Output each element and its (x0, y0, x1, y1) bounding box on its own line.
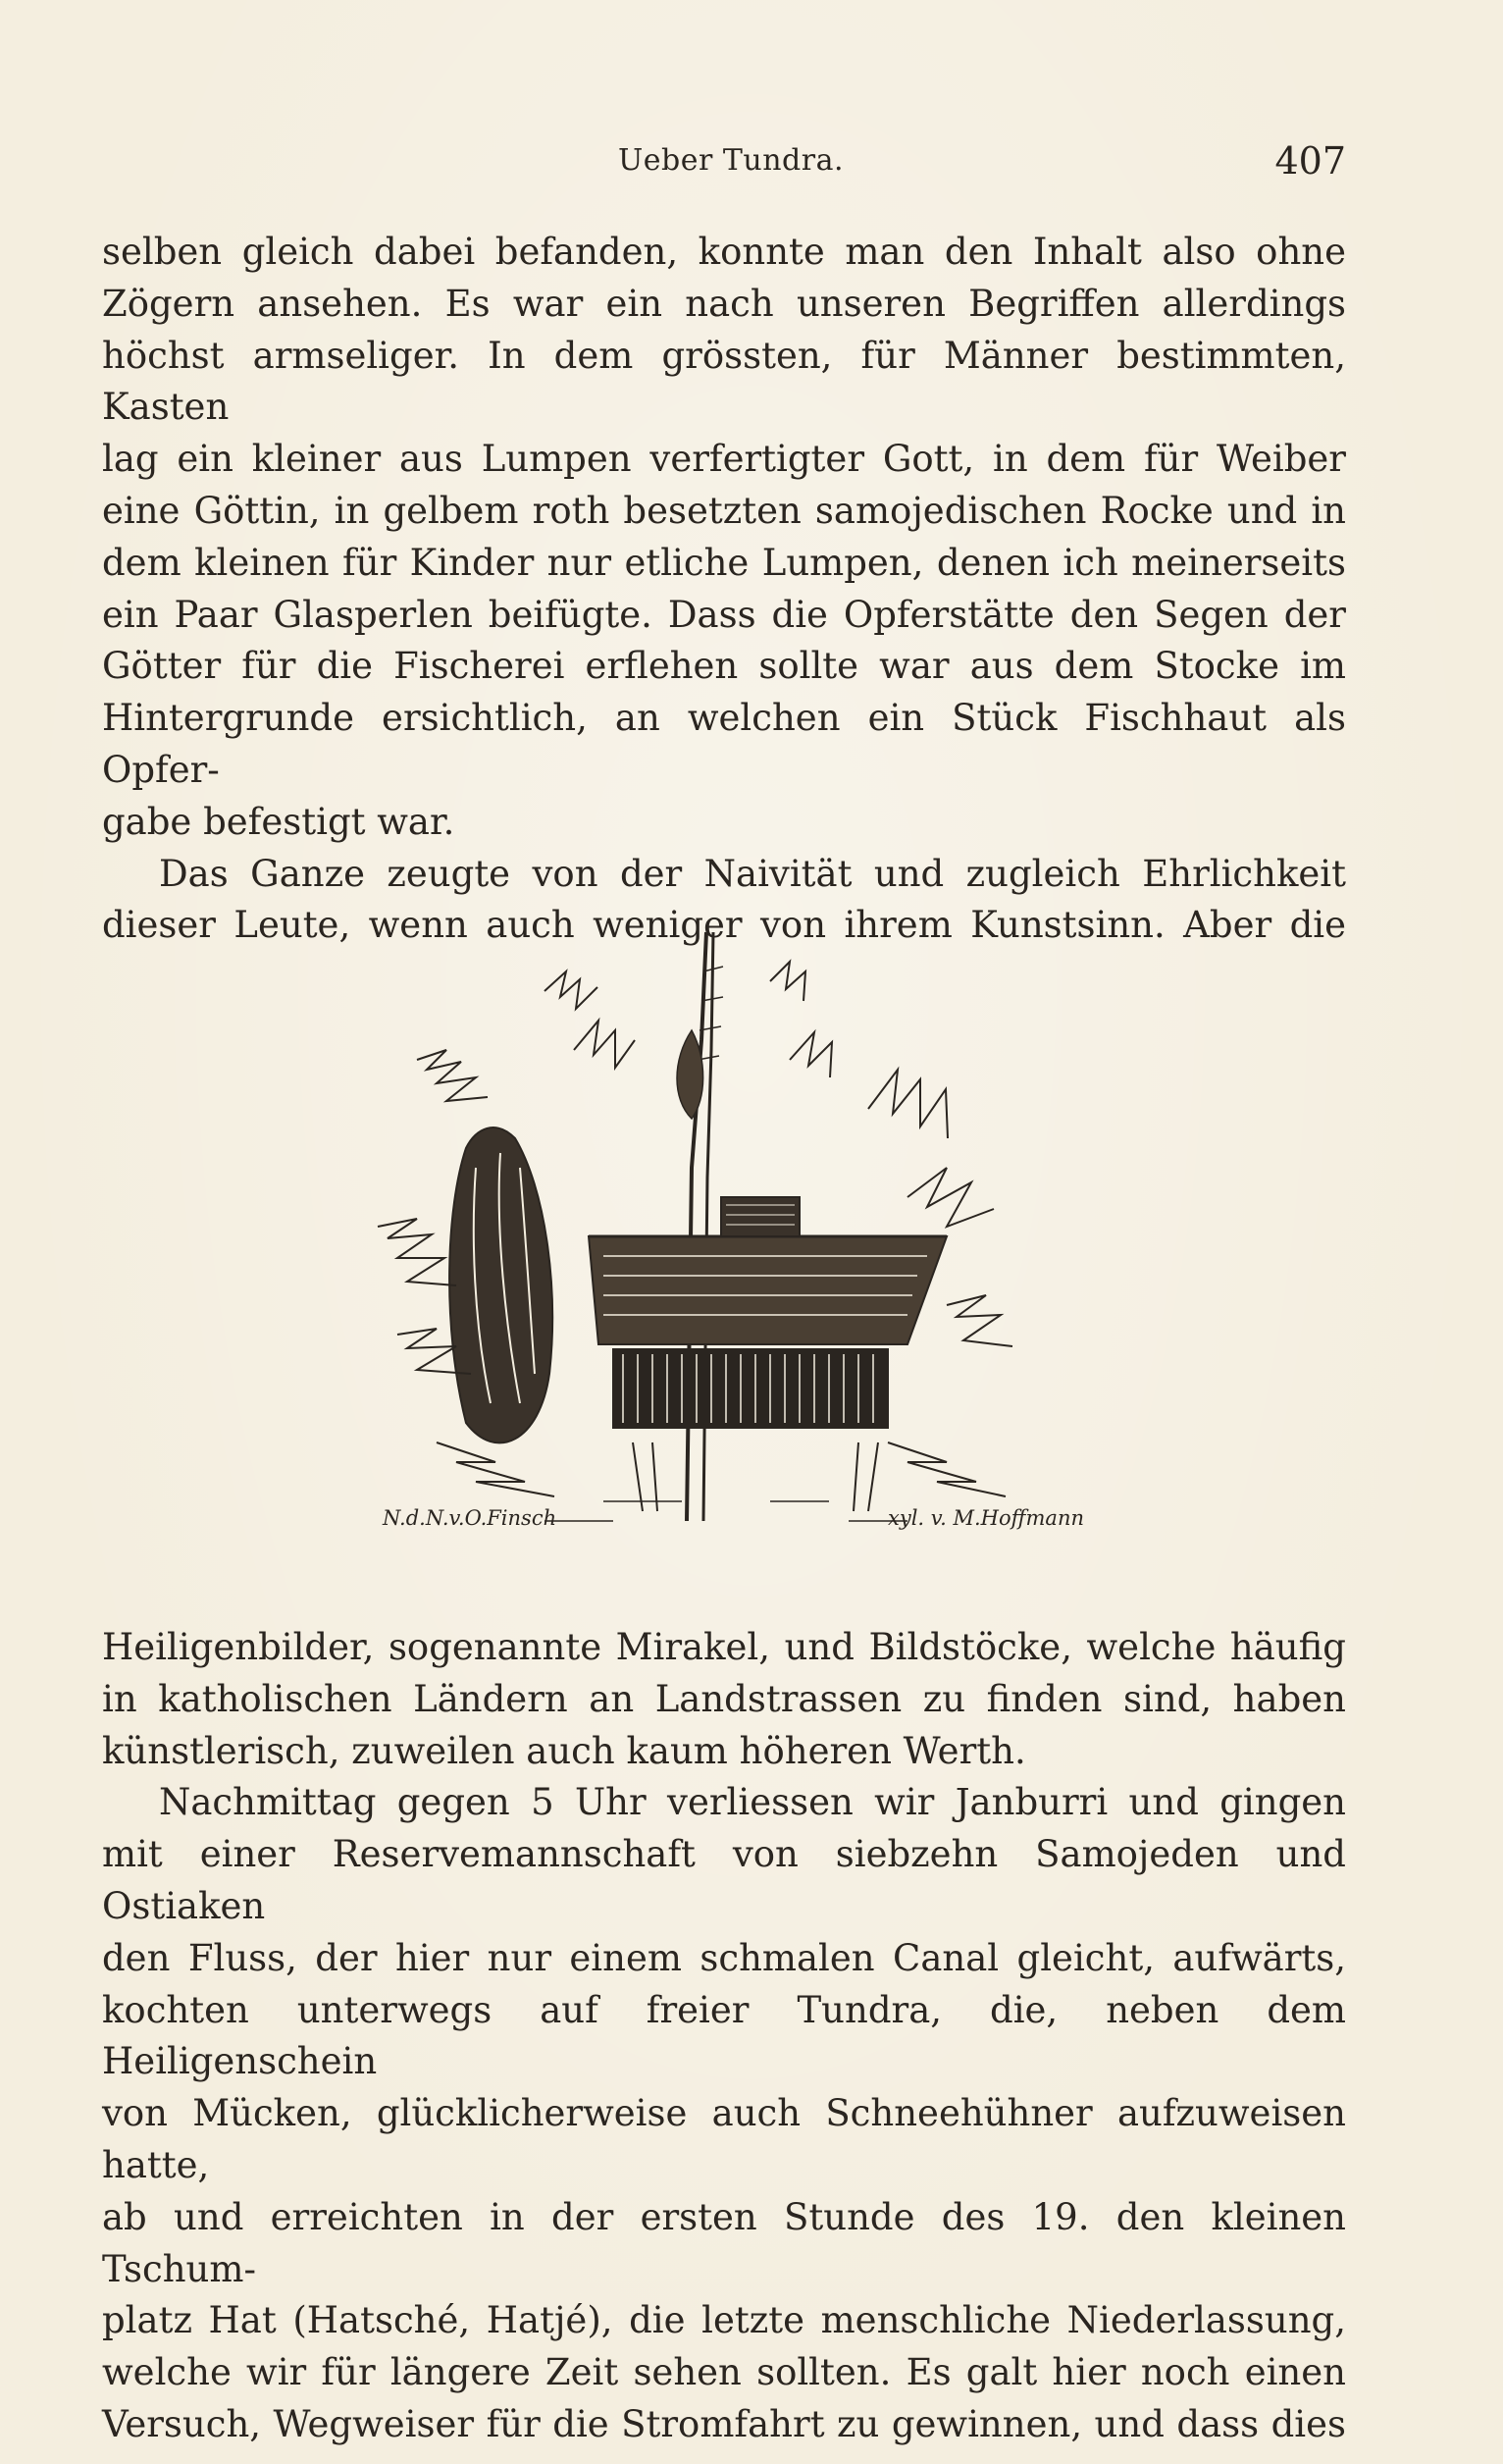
text-line: dem kleinen für Kinder nur etliche Lumpen, denen ich meinerseits (102, 541, 1346, 584)
text-line: höchst armseliger. In dem grössten, für Männer bestimmten, Kasten (102, 334, 1346, 429)
running-head (0, 139, 1503, 188)
text-line: von Mücken, glücklicherweise auch Schneehühner aufzuweisen hatte, (102, 2092, 1346, 2186)
text-line: lag ein kleiner aus Lumpen verfertigter Gott, in dem für Weiber (102, 438, 1346, 481)
woodcut-illustration (358, 913, 1084, 1550)
text-line: dieser Leute, wenn auch weniger von ihrem Kunstsinn. Aber die (102, 904, 1346, 947)
text-line: Nachmittag gegen 5 Uhr verliessen wir Janburri und gingen (159, 1781, 1346, 1824)
text-line: Zögern ansehen. Es war ein nach unseren Begriffen allerdings (102, 282, 1346, 325)
text-line: Das Ganze zeugte von der Naivität und zugleich Ehrlichkeit (159, 852, 1346, 895)
text-line: mit einer Reservemannschaft von siebzehn Samojeden und Ostiaken (102, 1833, 1346, 1927)
text-block-top (102, 227, 1346, 952)
text-block-bottom (102, 1622, 1346, 2451)
text-line: selben gleich dabei befanden, konnte man den Inhalt also ohne (102, 231, 1346, 273)
text-line: eine Göttin, in gelbem roth besetzten samojedischen Rocke und in (102, 489, 1346, 532)
text-line: gabe befestigt war. (102, 800, 455, 843)
page-number: 407 (1274, 139, 1346, 183)
text-line: welche wir für längere Zeit sehen sollten. Es galt hier noch einen (102, 2351, 1346, 2394)
running-title: Ueber Tundra. (618, 143, 844, 178)
text-line: Heiligenbilder, sogenannte Mirakel, und Bildstöcke, welche häufig (102, 1626, 1346, 1668)
text-line: den Fluss, der hier nur einem schmalen Canal gleicht, aufwärts, (102, 1936, 1346, 1979)
text-line: Götter für die Fischerei erflehen sollte war aus dem Stocke im (102, 645, 1346, 688)
sacrificial-site-engraving (358, 913, 1084, 1550)
text-line: Hintergrunde ersichtlich, an welchen ein Stück Fischhaut als Opfer- (102, 697, 1346, 791)
text-line: in katholischen Ländern an Landstrassen zu finden sind, haben (102, 1677, 1346, 1720)
engraver-signature-left: N.d.N.v.O.Finsch (383, 1506, 557, 1530)
engraver-signature-right: xyl. v. M.Hoffmann (888, 1506, 1084, 1530)
text-line: platz Hat (Hatsché, Hatjé), die letzte menschliche Niederlassung, (102, 2299, 1346, 2342)
text-line: ab und erreichten in der ersten Stunde des 19. den kleinen Tschum- (102, 2195, 1346, 2290)
text-line: Versuch, Wegweiser für die Stromfahrt zu gewinnen, und dass dies (102, 2402, 1346, 2445)
text-line: künstlerisch, zuweilen auch kaum höheren Werth. (102, 1729, 1026, 1772)
text-line: kochten unterwegs auf freier Tundra, die, neben dem Heiligenschein (102, 1988, 1346, 2083)
text-line: ein Paar Glasperlen beifügte. Dass die Opferstätte den Segen der (102, 593, 1346, 636)
